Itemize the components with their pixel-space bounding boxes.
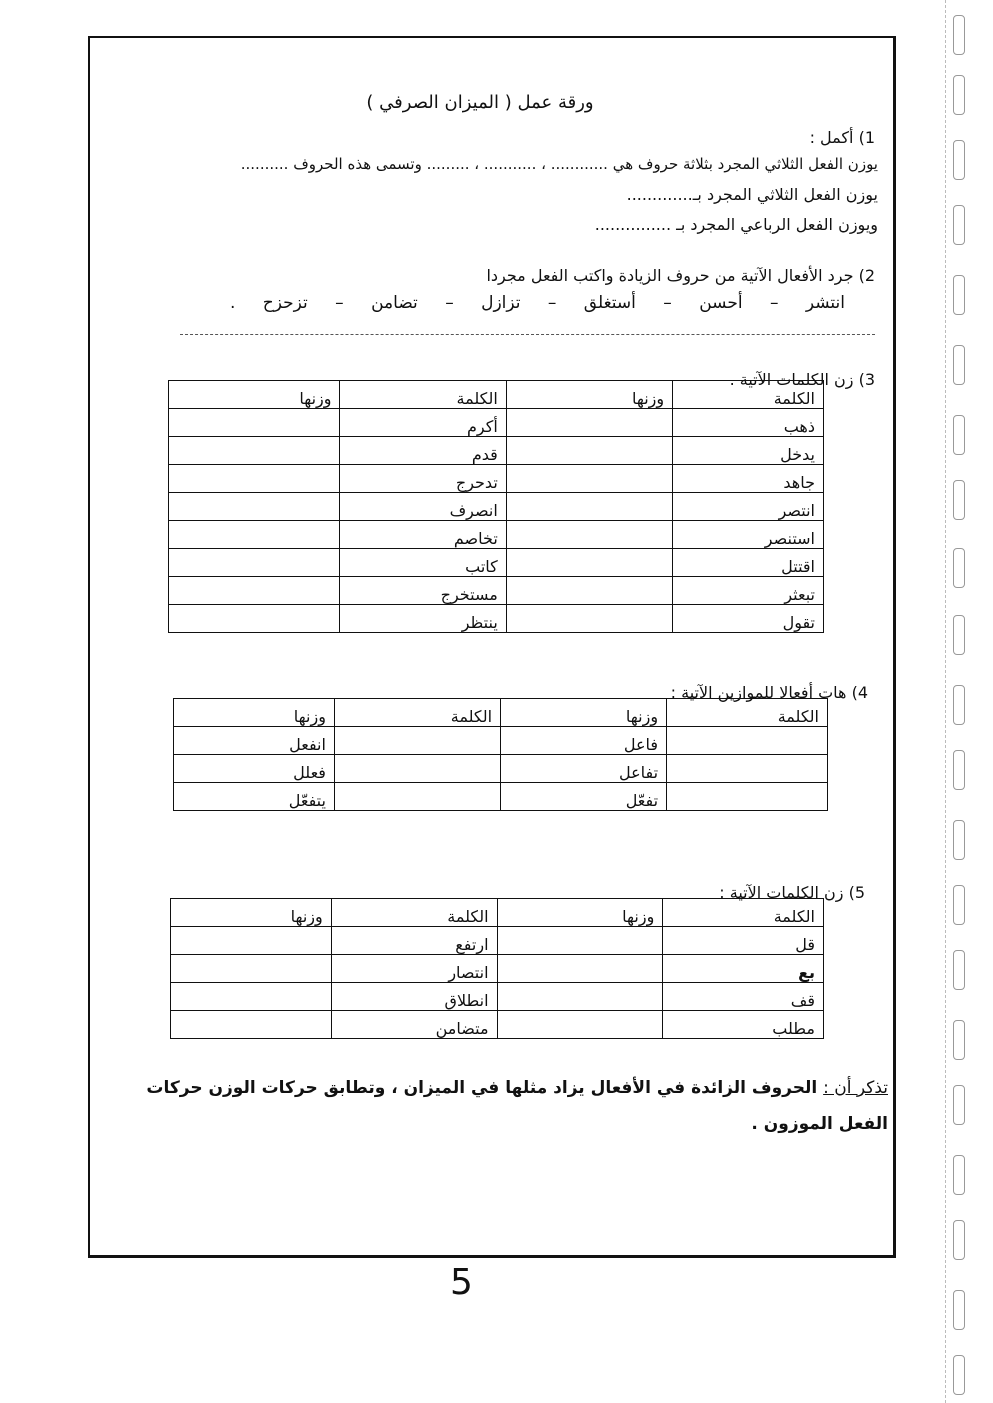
q3-word: انتصر bbox=[673, 493, 824, 521]
q5-word: مطلب bbox=[663, 1011, 824, 1039]
q4-answer-cell[interactable] bbox=[667, 755, 828, 783]
q3-word: قدم bbox=[340, 437, 506, 465]
q5-col-word: الكلمة bbox=[331, 899, 497, 927]
q3-word: ذهب bbox=[673, 409, 824, 437]
q5-word: متضامن bbox=[331, 1011, 497, 1039]
q4-answer-cell[interactable] bbox=[334, 755, 500, 783]
q3-answer-cell[interactable] bbox=[169, 521, 340, 549]
q5-answer-cell[interactable] bbox=[171, 1011, 332, 1039]
q5-table bbox=[170, 898, 824, 1039]
q3-col-word: الكلمة bbox=[340, 381, 506, 409]
q3-answer-cell[interactable] bbox=[506, 465, 672, 493]
q3-word: تبعثر bbox=[673, 577, 824, 605]
q4-weight: انفعل bbox=[174, 727, 335, 755]
q4-answer-cell[interactable] bbox=[667, 783, 828, 811]
q3-word: أكرم bbox=[340, 409, 506, 437]
q5-answer-cell[interactable] bbox=[171, 955, 332, 983]
q4-weight: تفعّل bbox=[501, 783, 667, 811]
note-text: الحروف الزائدة في الأفعال يزاد مثلها في الميزان ، وتطابق حركات الوزن حركات الفعل الموزون . bbox=[146, 1078, 888, 1134]
q3-word: استنصر bbox=[673, 521, 824, 549]
q5-answer-cell[interactable] bbox=[171, 983, 332, 1011]
binding-holes bbox=[945, 0, 975, 1403]
q3-answer-cell[interactable] bbox=[506, 577, 672, 605]
q3-word: تدحرج bbox=[340, 465, 506, 493]
q5-word: قل bbox=[663, 927, 824, 955]
q5-answer-cell[interactable] bbox=[497, 927, 663, 955]
q5-answer-cell[interactable] bbox=[497, 983, 663, 1011]
q2-heading: 2) جرد الأفعال الآتية من حروف الزيادة واكتب الفعل مجردا bbox=[486, 266, 875, 285]
q3-answer-cell[interactable] bbox=[506, 437, 672, 465]
q4-col-weight: وزنها bbox=[174, 699, 335, 727]
q1-line3: ويوزن الفعل الرباعي المجرد بـ ............... bbox=[594, 215, 878, 234]
q5-answer-cell[interactable] bbox=[497, 955, 663, 983]
q3-answer-cell[interactable] bbox=[169, 409, 340, 437]
note-label: تذكر أن : bbox=[823, 1078, 888, 1098]
q4-table bbox=[173, 698, 828, 811]
q3-word: كاتب bbox=[340, 549, 506, 577]
q3-word: تقول bbox=[673, 605, 824, 633]
q5-col-weight: وزنها bbox=[171, 899, 332, 927]
q4-col-word: الكلمة bbox=[334, 699, 500, 727]
q3-word: ينتظر bbox=[340, 605, 506, 633]
q3-word: تخاصم bbox=[340, 521, 506, 549]
q3-heading: 3) زن الكلمات الآتية . bbox=[729, 370, 875, 389]
q3-answer-cell[interactable] bbox=[506, 521, 672, 549]
q1-line2: يوزن الفعل الثلاثي المجرد بـ............. bbox=[626, 185, 878, 204]
q5-col-word: الكلمة bbox=[663, 899, 824, 927]
q4-answer-cell[interactable] bbox=[334, 727, 500, 755]
q3-col-weight: وزنها bbox=[506, 381, 672, 409]
q5-answer-cell[interactable] bbox=[171, 927, 332, 955]
q3-answer-cell[interactable] bbox=[169, 465, 340, 493]
q3-word: يدخل bbox=[673, 437, 824, 465]
q1-line1: يوزن الفعل الثلاثي المجرد بثلاثة حروف هي ............ ، ........... ، ......... وتسمى هذه الحروف .......... bbox=[240, 155, 878, 173]
page-title: ورقة عمل ( الميزان الصرفي ) bbox=[366, 92, 594, 113]
q4-weight: يتفعّل bbox=[174, 783, 335, 811]
q3-answer-cell[interactable] bbox=[169, 577, 340, 605]
q5-word: قف bbox=[663, 983, 824, 1011]
q3-answer-cell[interactable] bbox=[506, 493, 672, 521]
q5-col-weight: وزنها bbox=[497, 899, 663, 927]
q4-col-weight: وزنها bbox=[501, 699, 667, 727]
q4-heading: 4) هات أفعالا للموازين الآتية : bbox=[670, 683, 868, 702]
q3-answer-cell[interactable] bbox=[506, 605, 672, 633]
q3-word: مستخرج bbox=[340, 577, 506, 605]
q3-word: جاهد bbox=[673, 465, 824, 493]
q4-weight: تفاعل bbox=[501, 755, 667, 783]
q5-answer-cell[interactable] bbox=[497, 1011, 663, 1039]
q4-answer-cell[interactable] bbox=[667, 727, 828, 755]
q5-heading: 5) زن الكلمات الآتية : bbox=[719, 883, 865, 902]
q5-word: انطلاق bbox=[331, 983, 497, 1011]
q3-answer-cell[interactable] bbox=[169, 493, 340, 521]
answer-line bbox=[180, 334, 875, 335]
q4-weight: فعلل bbox=[174, 755, 335, 783]
q3-col-weight: وزنها bbox=[169, 381, 340, 409]
q3-answer-cell[interactable] bbox=[506, 409, 672, 437]
reminder-note bbox=[108, 1070, 888, 1142]
page-number: 5 bbox=[450, 1262, 473, 1303]
q3-answer-cell[interactable] bbox=[169, 549, 340, 577]
q3-word: اقتتل bbox=[673, 549, 824, 577]
q3-answer-cell[interactable] bbox=[169, 437, 340, 465]
q4-col-word: الكلمة bbox=[667, 699, 828, 727]
q3-table bbox=[168, 380, 824, 633]
q1-heading: 1) أكمل : bbox=[809, 128, 875, 147]
q5-word: انتصار bbox=[331, 955, 497, 983]
q3-answer-cell[interactable] bbox=[169, 605, 340, 633]
q4-answer-cell[interactable] bbox=[334, 783, 500, 811]
q5-word: بع bbox=[663, 955, 824, 983]
q2-words: انتشر – أحسن – أستغلق – تزازل – تضامن – تزحزح . bbox=[230, 293, 845, 313]
q3-answer-cell[interactable] bbox=[506, 549, 672, 577]
q5-word: ارتفع bbox=[331, 927, 497, 955]
q4-weight: فاعل bbox=[501, 727, 667, 755]
q3-col-word: الكلمة bbox=[673, 381, 824, 409]
q3-word: انصرف bbox=[340, 493, 506, 521]
